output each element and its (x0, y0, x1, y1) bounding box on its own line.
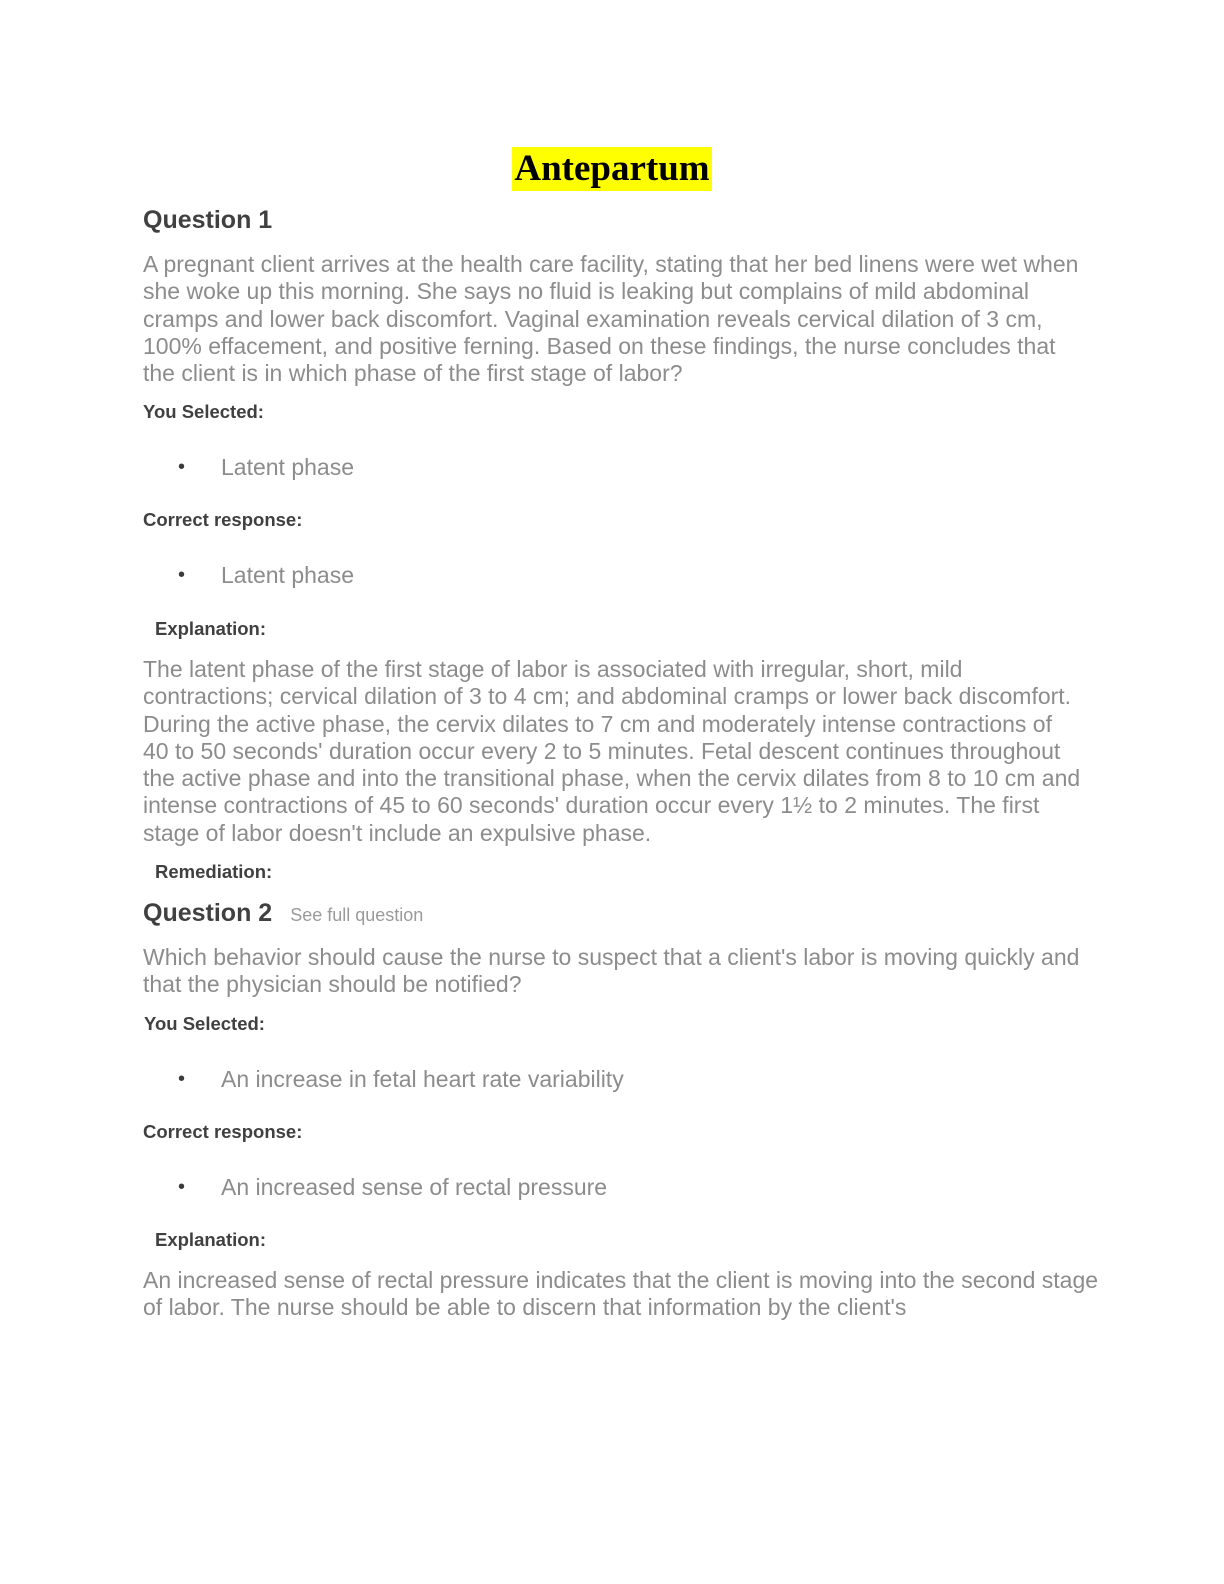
bullet-icon: • (178, 564, 186, 586)
q2-explanation-text: An increased sense of rectal pressure indicates that the client is moving into the second stage of labor. The nurse should be able to discern that information by the client's (143, 1267, 1099, 1321)
q1-you-selected-item (178, 453, 778, 481)
question-2-heading (143, 898, 423, 930)
title-container (0, 147, 1224, 191)
q1-correct-response-label: Correct response: (143, 509, 303, 530)
q1-remediation-label: Remediation: (155, 861, 273, 882)
q1-correct-response-item (178, 561, 778, 589)
q2-correct-response-label: Correct response: (143, 1121, 303, 1142)
q1-explanation-label: Explanation: (155, 618, 267, 639)
bullet-icon: • (178, 1068, 186, 1090)
q2-correct-response-item (178, 1173, 878, 1201)
q2-explanation-label: Explanation: (155, 1229, 267, 1250)
bullet-icon: • (178, 456, 186, 478)
question-2-text: Which behavior should cause the nurse to suspect that a client's labor is moving quickly and that the physician should be notified? (143, 944, 1080, 998)
q1-you-selected-answer: Latent phase (221, 454, 355, 480)
q1-correct-response-answer: Latent phase (221, 562, 355, 588)
question-1-heading-text: Question 1 (143, 206, 273, 234)
q2-correct-response-answer: An increased sense of rectal pressure (221, 1174, 608, 1200)
bullet-icon: • (178, 1176, 186, 1198)
question-2-heading-text: Question 2 (143, 899, 273, 927)
q1-you-selected-label: You Selected: (143, 401, 264, 422)
q1-explanation-text: The latent phase of the first stage of labor is associated with irregular, short, mild contractions; cervical dilation of 3 to 4 cm; and abdominal cramps or lower back discomfort. During the active phase, the cervix dilates to 7 cm and moderately intense contractions of 40 to 50 seconds' duration occur every 2 to 5 minutes. Fetal descent continues throughout the active phase and into the transitional phase, when the cervix dilates from 8 to 10 cm and intense contractions of 45 to 60 seconds' duration occur every 1½ to 2 minutes. The first stage of labor doesn't include an expulsive phase. (143, 656, 1081, 846)
q2-you-selected-label: You Selected: (144, 1013, 265, 1034)
document-title: Antepartum (514, 148, 710, 189)
question-1-text: A pregnant client arrives at the health care facility, stating that her bed linens were wet when she woke up this morning. She says no fluid is leaking but complains of mild abdominal cramps and lower back discomfort. Vaginal examination reveals cervical dilation of 3 cm, 100% effacement, and positive ferning. Based on these findings, the nurse concludes that the client is in which phase of the first stage of labor? (143, 251, 1079, 387)
see-full-question-link[interactable]: See full question (290, 905, 424, 925)
q2-you-selected-item (178, 1065, 878, 1093)
q2-you-selected-answer: An increase in fetal heart rate variability (221, 1066, 624, 1092)
question-1-heading (143, 205, 272, 235)
